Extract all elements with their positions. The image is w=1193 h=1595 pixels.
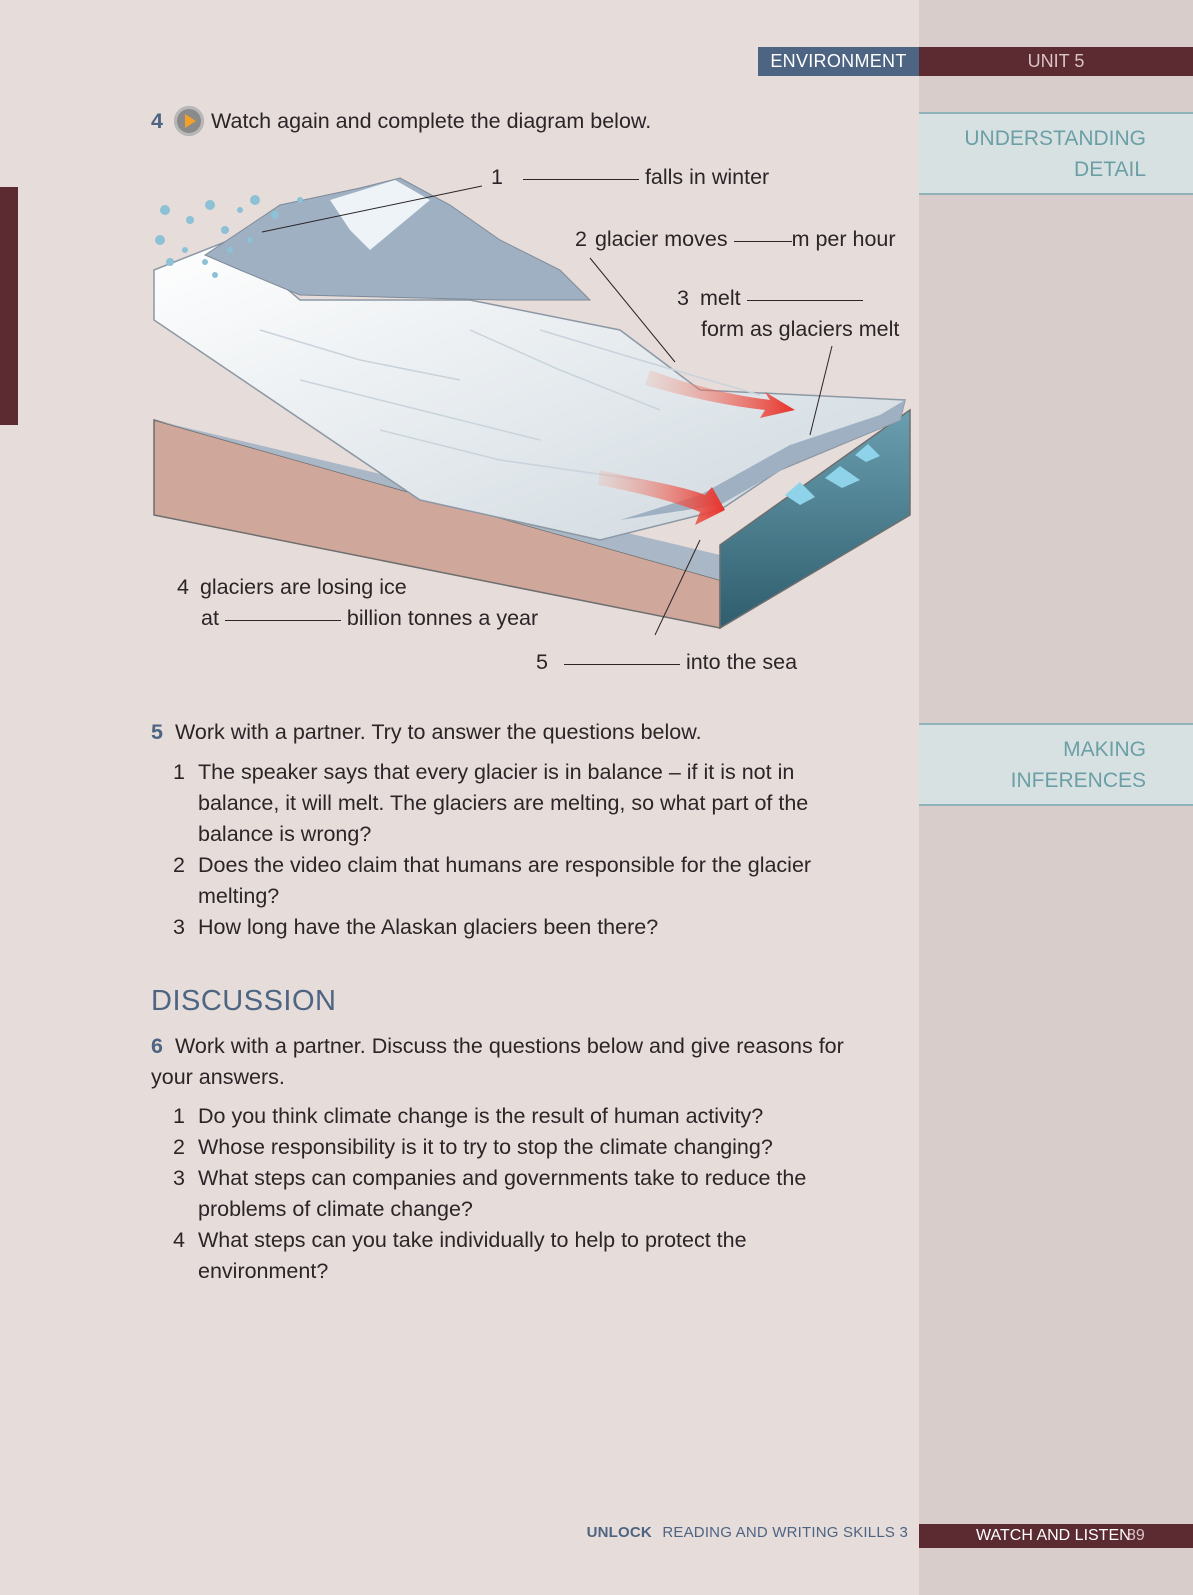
exercise-5-instruction: 5 Work with a partner. Try to answer the questions below. [151, 720, 702, 744]
diagram-label-3-line2: form as glaciers melt [701, 317, 900, 341]
list-item: 1 The speaker says that every glacier is in balance – if it is not in balance, it will melt. The glaciers are melting, so what part of the balance is wrong? [173, 760, 809, 846]
unit-header: UNIT 5 [919, 47, 1193, 76]
answer-blank-2[interactable] [734, 241, 792, 242]
list-item: 3 What steps can companies and governments take to reduce the problems of climate change? [173, 1166, 807, 1221]
footer-section-bar [919, 1524, 1193, 1548]
exercise-4-number: 4 [151, 109, 163, 133]
list-item: 3 How long have the Alaskan glaciers been there? [173, 915, 659, 939]
exercise-6-instruction: 6 Work with a partner. Discuss the questions below and give reasons for your answers. [151, 1034, 844, 1089]
diagram-label-4-line2: at billion tonnes a year [201, 606, 539, 630]
page-number: 89 [1127, 1527, 1145, 1544]
diagram-label-4: 4 glaciers are losing ice [177, 575, 407, 599]
list-item: 2 Whose responsibility is it to try to stop the climate changing? [173, 1135, 773, 1159]
skill-box-line: DETAIL [1074, 158, 1146, 181]
answer-blank-1[interactable] [523, 179, 639, 180]
answer-blank-4[interactable] [225, 620, 341, 621]
footer-book-title: UNLOCK READING AND WRITING SKILLS 3 [586, 1524, 908, 1541]
section-header: ENVIRONMENT [758, 47, 919, 76]
skill-box-line: UNDERSTANDING [964, 127, 1146, 150]
answer-blank-5[interactable] [564, 664, 680, 665]
list-item: 1 Do you think climate change is the result of human activity? [173, 1104, 764, 1128]
brand-logo: UNLOCK [586, 1524, 652, 1541]
list-item: 2 Does the video claim that humans are responsible for the glacier melting? [173, 853, 812, 908]
skill-box-line: MAKING [1063, 738, 1146, 761]
diagram-label-2: 2 glacier moves m per hour [575, 227, 896, 251]
diagram-label-5: 5 into the sea [536, 650, 798, 674]
skill-box-line: INFERENCES [1010, 769, 1146, 792]
footer-section-label: WATCH AND LISTEN [976, 1527, 1131, 1544]
answer-blank-3[interactable] [747, 300, 863, 301]
section-heading: DISCUSSION [151, 985, 337, 1017]
diagram-label-3: 3 melt [677, 283, 863, 314]
skill-box-making-inferences [919, 723, 1193, 806]
diagram-label-1: 1 falls in winter [491, 165, 770, 189]
exercise-4-instruction: Watch again and complete the diagram below. [211, 109, 652, 133]
list-item: 4 What steps can you take individually to help to protect the environment? [173, 1228, 747, 1283]
